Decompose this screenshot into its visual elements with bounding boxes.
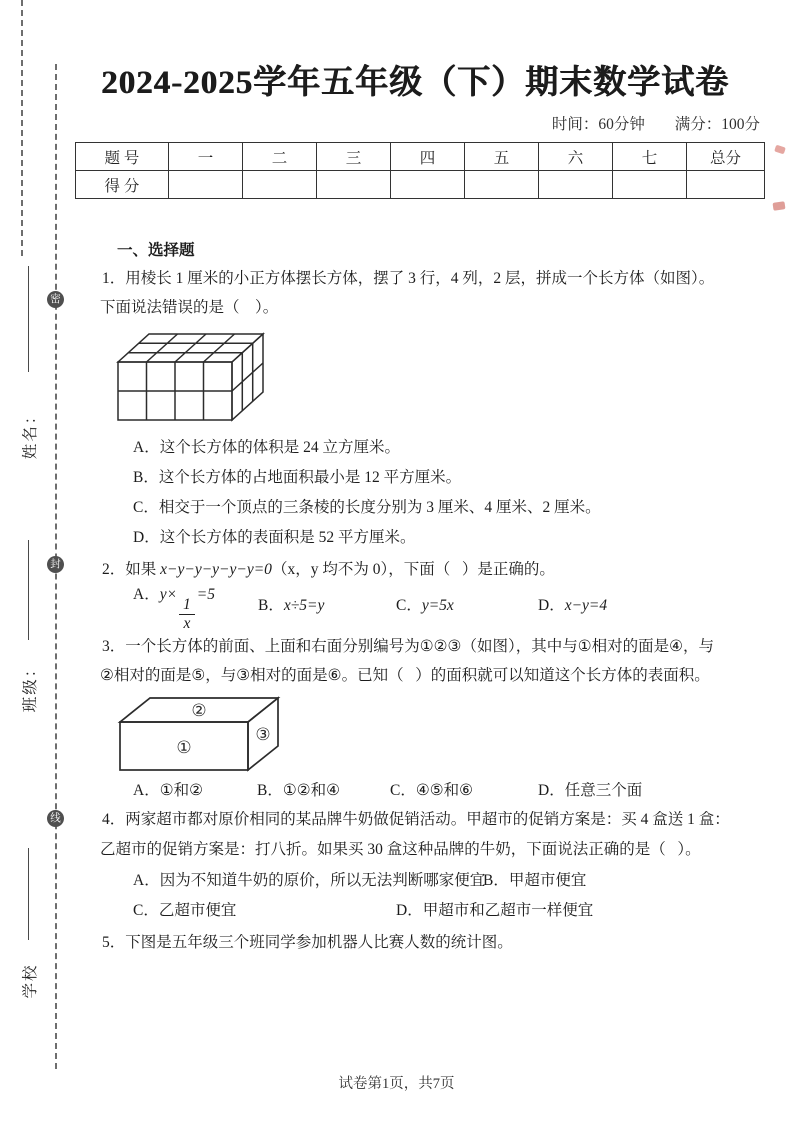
q1-option-d: D．这个长方体的表面积是 52 平方厘米。 [133, 529, 416, 546]
q3-option-b: B．①②和④ [257, 782, 341, 799]
score-row-label: 得 分 [76, 171, 169, 199]
q3-box-figure [116, 694, 286, 779]
q2-option-b-math: x÷5=y [283, 597, 325, 614]
q1-option-b: B．这个长方体的占地面积最小是 12 平方厘米。 [133, 469, 462, 486]
q2-option-a-label: A． [133, 586, 160, 603]
q2-option-c-label: C． [396, 597, 422, 614]
name-blank-line [28, 266, 29, 372]
q4-option-d: D．甲超市和乙超市一样便宜 [396, 902, 594, 919]
q4-option-a: A．因为不知道牛奶的原价，所以无法判断哪家便宜 [133, 872, 486, 889]
q2-option-d-label: D． [538, 597, 565, 614]
full-score: 满分：100分 [674, 116, 760, 133]
q3-stem-line2: ②相对的面是⑤，与③相对的面是⑥。已知（ ）的面积就可以知道这个长方体的表面积。 [100, 667, 710, 684]
q2-option-a [133, 586, 215, 633]
q2-option-b-label: B． [258, 597, 284, 614]
fraction-numerator: 1 [179, 597, 195, 615]
q1-stem-line2: 下面说法错误的是（ ）。 [100, 299, 279, 316]
score-cell-empty [169, 171, 243, 199]
q2-option-d [538, 597, 607, 616]
q4-option-c: C．乙超市便宜 [133, 902, 237, 919]
q2-stem [102, 561, 555, 580]
school-blank-line [28, 848, 29, 940]
q2-option-a-pre: y× [159, 586, 178, 603]
q5-stem-line1: 5．下图是五年级三个班同学参加机器人比赛人数的统计图。 [102, 934, 513, 951]
face-label-side: ③ [255, 725, 271, 745]
page-footer: 试卷第1页，共7页 [338, 1076, 455, 1092]
class-blank-line [28, 540, 29, 640]
page-title: 2024-2025学年五年级（下）期末数学试卷 [101, 65, 729, 101]
q1-option-a: A．这个长方体的体积是 24 立方厘米。 [133, 439, 400, 456]
score-cell-empty [317, 171, 391, 199]
score-cell-empty [243, 171, 317, 199]
q3-option-a: A．①和② [133, 782, 203, 799]
seal-badge-mi: 密 [47, 291, 64, 308]
q4-stem-line2: 乙超市的促销方案是：打八折。如果买 30 盒这种品牌的牛奶，下面说法正确的是（ ）。 [100, 841, 701, 858]
q2-option-c-math: y=5x [421, 597, 454, 614]
scan-mark [773, 201, 786, 211]
q3-option-d: D．任意三个面 [538, 782, 643, 799]
fraction-denominator: x [183, 615, 191, 633]
q2-stem-post: （x，y 均不为 0），下面（ ）是正确的。 [271, 561, 555, 578]
face-label-top: ② [191, 701, 207, 721]
margin-dashed-line-top [21, 0, 23, 256]
school-label: 学校 [22, 963, 39, 999]
seal-badge-feng: 封 [47, 556, 64, 573]
q2-stem-pre: 2．如果 [102, 561, 161, 578]
score-cell-empty [391, 171, 465, 199]
q2-option-a-post: =5 [196, 586, 216, 603]
q3-option-c: C．④⑤和⑥ [390, 782, 474, 799]
class-label: 班级： [22, 659, 39, 713]
header-cell: 四 [391, 143, 465, 171]
time-limit: 时间：60分钟 [551, 116, 645, 133]
exam-meta [400, 112, 760, 134]
header-cell: 五 [465, 143, 539, 171]
header-cell: 题 号 [76, 143, 169, 171]
q4-option-b: B．甲超市便宜 [483, 872, 587, 889]
q2-option-b [258, 597, 324, 616]
table-row-headers [76, 143, 765, 171]
scan-mark [774, 145, 786, 155]
q3-stem-line1: 3．一个长方体的前面、上面和右面分别编号为①②③（如图），其中与①相对的面是④，与 [102, 638, 714, 655]
q2-option-d-math: x−y=4 [564, 597, 608, 614]
q1-option-c: C．相交于一个顶点的三条棱的长度分别为 3 厘米、4 厘米、2 厘米。 [133, 499, 601, 516]
q2-option-c [396, 597, 454, 616]
header-cell: 三 [317, 143, 391, 171]
q4-stem-line1: 4．两家超市都对原价相同的某品牌牛奶做促销活动。甲超市的促销方案是：买 4 盒送 1 盒： [102, 811, 730, 828]
fraction [179, 597, 195, 633]
face-label-front: ① [176, 738, 192, 758]
score-cell-empty [687, 171, 765, 199]
header-cell: 二 [243, 143, 317, 171]
score-cell-empty [539, 171, 613, 199]
section-title: 一、选择题 [117, 242, 195, 259]
header-cell: 七 [613, 143, 687, 171]
table-row-score [76, 171, 765, 199]
score-table [75, 142, 765, 199]
q2-stem-math: x−y−y−y−y−y=0 [160, 561, 272, 578]
header-cell: 一 [169, 143, 243, 171]
header-cell: 总分 [687, 143, 765, 171]
q1-stem-line1: 1．用棱长 1 厘米的小正方体摆长方体，摆了 3 行，4 列，2 层，拼成一个长方体（如图）。 [102, 270, 715, 287]
seal-badge-xian: 线 [47, 810, 64, 827]
score-cell-empty [465, 171, 539, 199]
q1-cuboid-figure [115, 331, 267, 423]
header-cell: 六 [539, 143, 613, 171]
name-label: 姓名： [22, 406, 39, 460]
score-cell-empty [613, 171, 687, 199]
